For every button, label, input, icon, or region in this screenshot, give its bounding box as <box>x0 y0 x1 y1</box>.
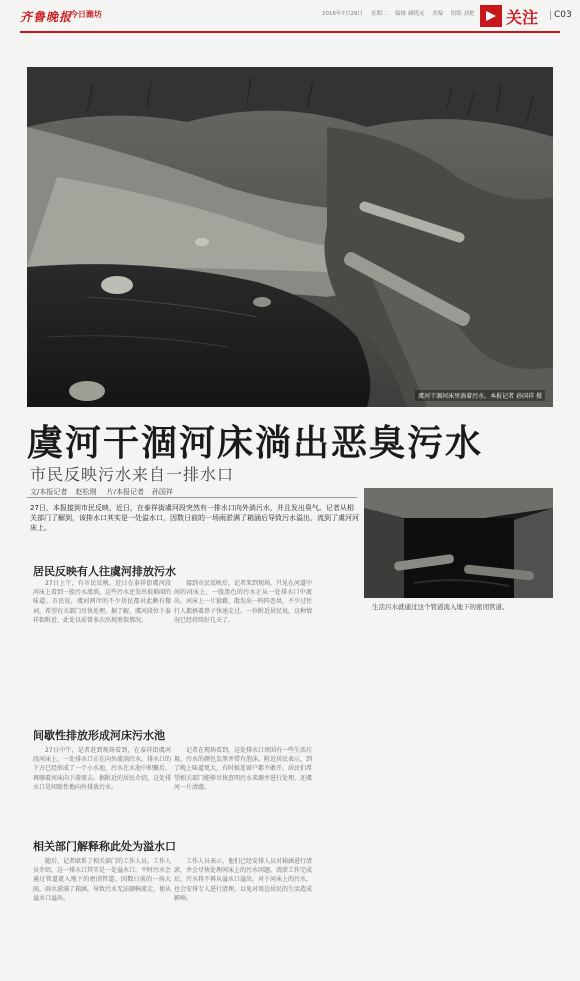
section-3-col-1 <box>33 857 171 903</box>
section-3-col-2 <box>174 857 312 903</box>
masthead <box>0 0 580 44</box>
byline <box>30 487 181 497</box>
byline-photo-name: 孙国祥 <box>151 488 173 496</box>
proofreader-credit: 组版 刘艳 <box>450 11 475 17</box>
section-2-col-1-text: 27日中午，记者赶到现场看到，在泰祥街虞河段河床上，一处排水口正在向外流淌污水。排水口的下方已经形成了一个小水池，污水在水池中积聚后，再顺着河床向下游流去。据附近的居民介绍，这处排水口是间歇性地向外排放污水。 <box>33 747 172 791</box>
issue-weekday: 星期二 <box>370 11 388 17</box>
main-photo <box>27 67 553 407</box>
side-photo-caption: 生活污水就通过这个管道流入地下的密闭管道。 <box>372 603 509 611</box>
byline-text-name: 赵松刚 <box>75 488 97 496</box>
section-3-col-2-text: 工作人员表示，他们已经安排人员对箱涵进行清淤，并会尽快处理河床上的污水问题。清淤工作完成后，污水将不再从溢水口溢出。对于河床上的污水，也会安排专人进行清理，以免对周边居民的生活造成影响。 <box>174 858 313 902</box>
section-2-col-1 <box>33 746 171 792</box>
page-number: C03 <box>550 10 572 20</box>
subheadline: 市民反映污水来自一排水口 <box>30 465 235 484</box>
section-2-col-2-text: 记者在现场看到，这处排水口周围有一些生活垃圾，污水的颜色发黑并带有泡沫。附近居民表示，到了晚上味道更大，有时候连窗户都不敢开。居民们希望相关部门能够尽快查明污水来源并进行处理，还虞河一片清澈。 <box>174 747 313 791</box>
section-3-col-1-text: 随后，记者联系了相关部门的工作人员。工作人员介绍，这一排水口其实是一处溢水口，平时污水会通过管道流入地下的密闭管道。因数日前的一场大雨，雨水淤满了箱涵，导致污水无法顺畅流走，便从溢水口溢出。 <box>33 858 172 902</box>
header-rule <box>20 31 560 33</box>
flag-icon <box>480 5 502 27</box>
section-1-col-2 <box>174 579 312 625</box>
issue-date: 2016年7月29日 <box>322 11 363 17</box>
section-name: 今日潍坊 <box>70 10 102 19</box>
section-2-title: 间歇性排放形成河床污水池 <box>33 729 165 742</box>
section-1-col-1 <box>33 579 171 625</box>
lead-paragraph: 27日，本报接到市民反映，近日，在泰祥街虞河段突然有一排水口向外淌污水，并且发出臭气。记者从相关部门了解到，该排水口其实是一处溢水口，因数日前的一场雨淤满了箱涵后导致污水溢出，流到了虞河河床上。 <box>30 504 359 532</box>
issue-meta <box>322 9 481 17</box>
byline-text-label: 文/本报记者 <box>30 488 68 496</box>
section-1-title: 居民反映有人往虞河排放污水 <box>33 565 176 578</box>
main-photo-caption: 虞河干涸河床里淌着污水。本报记者 孙国祥 摄 <box>415 390 545 401</box>
side-photo <box>364 488 553 598</box>
newspaper-logo: 齐鲁晚报 <box>20 10 73 24</box>
section-1-col-1-text: 27日上午，有市民反映，近日在泰祥街虞河段河床上看到一股污水流淌，这些污水还发出很难闻的味道。市民说，虞河两岸的不少居民都对此颇有微词，希望有关部门尽快处理。据了解，虞河段位于泰祥街附近，此处以前曾多次出现类似情况。 <box>33 580 172 624</box>
section-2-col-2 <box>174 746 312 792</box>
lead-rule <box>27 497 357 498</box>
designer-credit: 美编 <box>432 11 444 17</box>
headline: 虞河干涸河床淌出恶臭污水 <box>27 423 484 464</box>
editor-credit: 编辑 郝晓灵 <box>395 11 425 17</box>
column-flag: 关注 <box>506 8 539 27</box>
section-1-col-2-text: 接到市民反映后，记者来到现场，只见在河道中间的河床上，一股黑色的污水正从一处排水口中流出。河床上一片狼藉，散发出一阵阵恶臭，不少过往行人都捂着鼻子快速走过。一位附近居民说，这种情况已经持续好几天了。 <box>174 580 313 624</box>
section-3-title: 相关部门解释称此处为溢水口 <box>33 840 176 853</box>
byline-photo-label: 片/本报记者 <box>106 488 144 496</box>
